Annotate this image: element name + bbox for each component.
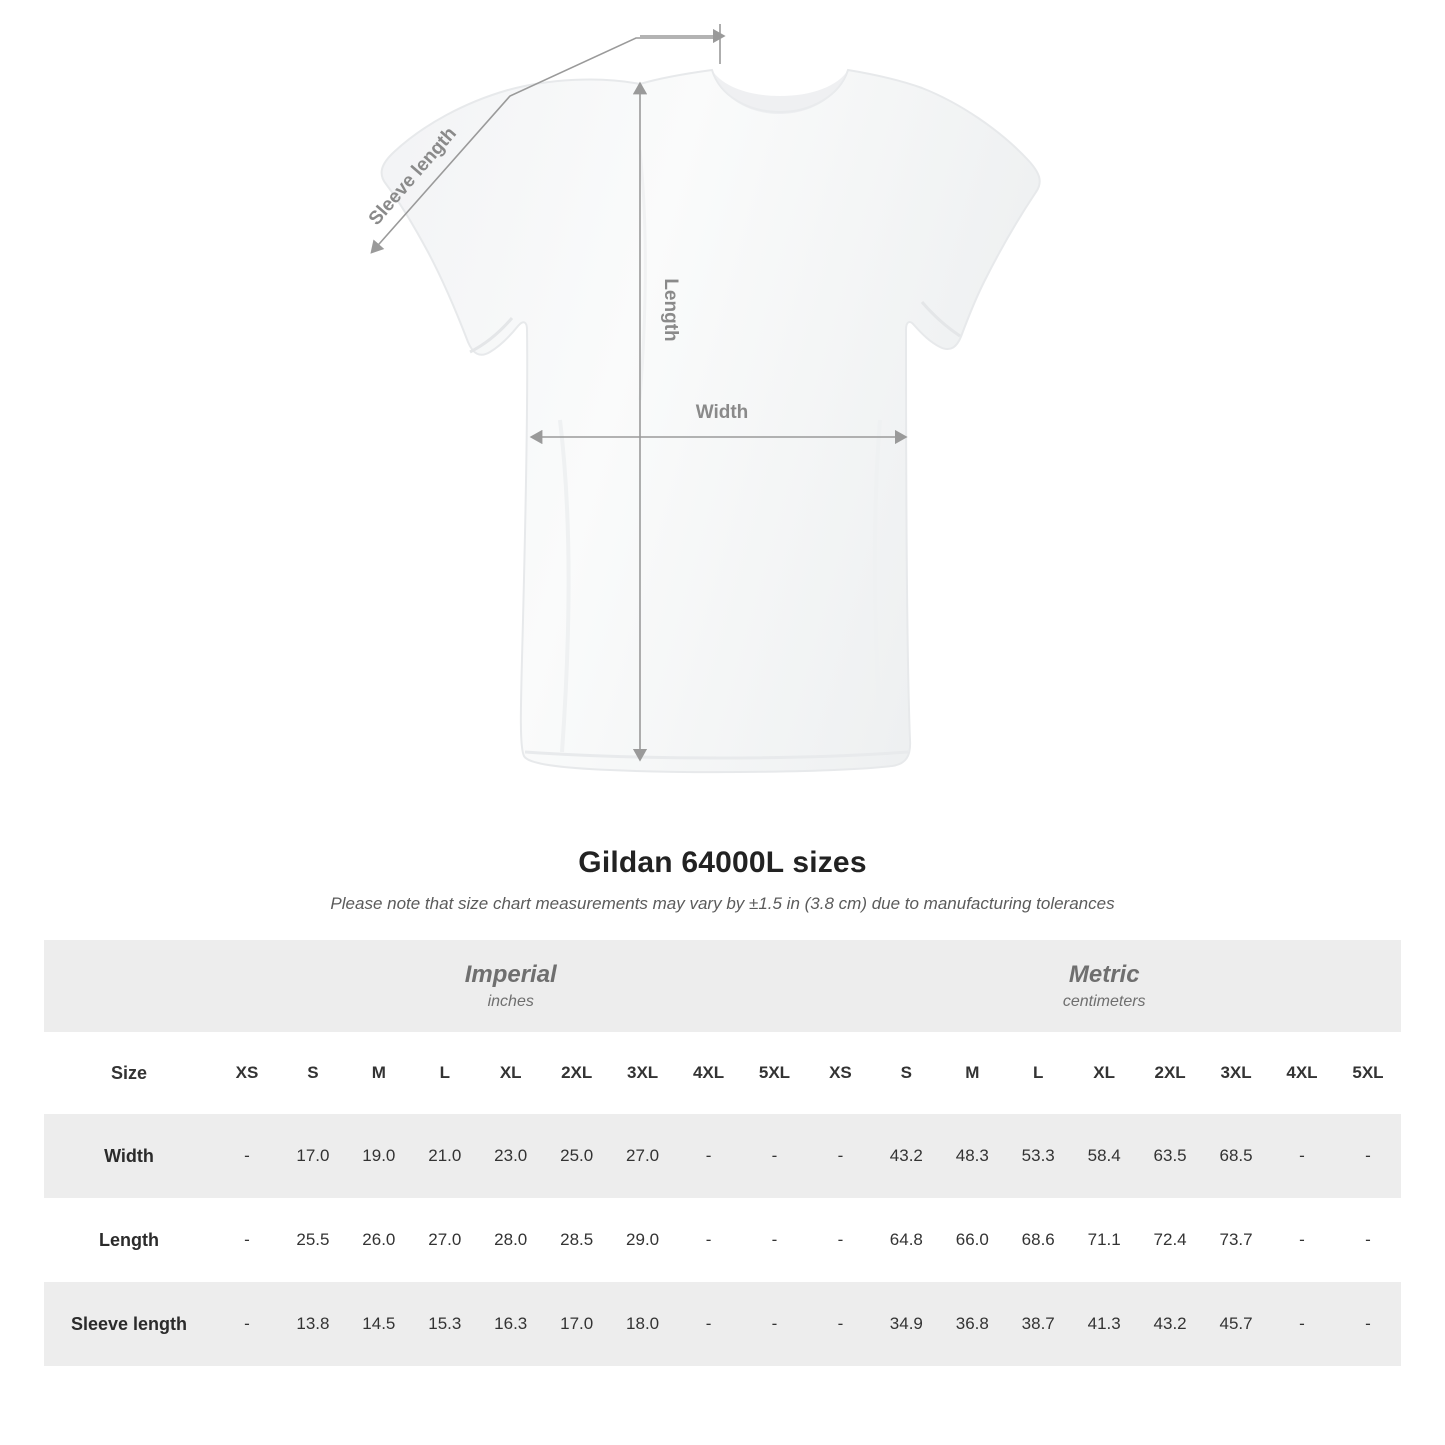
cell-imperial-l: 15.3 [412,1282,478,1366]
cell-imperial-5xl: - [771,1230,778,1249]
size-table-body [44,1114,1401,1366]
column-header-imperial-xl: XL [478,1032,544,1114]
cell-imperial-l: 27.0 [428,1230,462,1249]
cell-imperial-m: 19.0 [346,1114,412,1198]
cell-imperial-m: 26.0 [362,1230,396,1249]
column-header-metric-2xl: 2XL [1137,1032,1203,1114]
metric-unit-cell [807,940,1401,1032]
column-header-imperial-3xl: 3XL [610,1032,676,1114]
cell-imperial-xl: 23.0 [478,1114,544,1198]
cell-metric-xl: 71.1 [1087,1230,1121,1249]
column-header-metric-5xl: 5XL [1335,1032,1401,1114]
cell-metric-xl: 41.3 [1071,1282,1137,1366]
column-header-size: Size [44,1032,214,1114]
column-header-imperial-m: M [346,1032,412,1114]
cell-imperial-xs: - [244,1230,250,1249]
cell-metric-s: 64.8 [889,1230,923,1249]
cell-imperial-3xl: 29.0 [626,1230,660,1249]
column-header-metric-l: L [1005,1032,1071,1114]
table-row [44,1282,1401,1366]
cell-metric-xs: - [807,1282,873,1366]
column-header-metric-4xl: 4XL [1269,1032,1335,1114]
cell-metric-xs: - [807,1114,873,1198]
cell-metric-5xl: - [1365,1230,1371,1249]
sleeve-length-label: Sleeve length [364,123,461,230]
length-label: Length [660,278,681,342]
column-header-imperial-s: S [280,1032,346,1114]
cell-imperial-2xl: 17.0 [544,1282,610,1366]
row-label-width: Width [44,1114,214,1198]
cell-metric-4xl: - [1299,1230,1305,1249]
cell-metric-l: 53.3 [1005,1114,1071,1198]
row-label-sleeve-length: Sleeve length [44,1282,214,1366]
column-header-imperial-2xl: 2XL [544,1032,610,1114]
imperial-sub-label: inches [487,993,534,1011]
chart-header [0,846,1445,914]
cell-metric-xl: 58.4 [1071,1114,1137,1198]
column-header-imperial-4xl: 4XL [676,1032,742,1114]
cell-metric-3xl: 68.5 [1203,1114,1269,1198]
cell-metric-xs: - [837,1230,844,1249]
unit-header-row [44,940,1401,1032]
cell-metric-s: 43.2 [873,1114,939,1198]
cell-imperial-3xl: 27.0 [610,1114,676,1198]
size-header-row [44,1032,1401,1114]
cell-metric-l: 68.6 [1021,1230,1055,1249]
cell-metric-5xl: - [1335,1114,1401,1198]
cell-imperial-4xl: - [676,1114,742,1198]
cell-imperial-s: 17.0 [280,1114,346,1198]
column-header-metric-m: M [939,1032,1005,1114]
cell-imperial-m: 14.5 [346,1282,412,1366]
cell-imperial-s: 13.8 [280,1282,346,1366]
table-row [44,1198,1401,1282]
column-header-metric-s: S [873,1032,939,1114]
cell-imperial-2xl: 28.5 [560,1230,594,1249]
column-header-imperial-l: L [412,1032,478,1114]
metric-sub-label: centimeters [1062,993,1146,1011]
cell-metric-m: 48.3 [939,1114,1005,1198]
row-label-length: Length [99,1229,159,1250]
column-header-imperial-5xl: 5XL [742,1032,808,1114]
unit-row-spacer [44,940,214,1032]
cell-metric-3xl: 45.7 [1203,1282,1269,1366]
column-header-imperial-xs: XS [214,1032,280,1114]
cell-metric-2xl: 63.5 [1137,1114,1203,1198]
cell-metric-l: 38.7 [1005,1282,1071,1366]
cell-metric-3xl: 73.7 [1219,1230,1253,1249]
cell-imperial-5xl: - [742,1114,808,1198]
cell-metric-m: 36.8 [939,1282,1005,1366]
cell-metric-4xl: - [1269,1282,1335,1366]
cell-metric-5xl: - [1335,1282,1401,1366]
cell-imperial-2xl: 25.0 [544,1114,610,1198]
size-chart-table-wrap [44,940,1401,1366]
cell-imperial-5xl: - [742,1282,808,1366]
table-row [44,1114,1401,1198]
column-header-metric-3xl: 3XL [1203,1032,1269,1114]
cell-metric-2xl: 72.4 [1153,1230,1187,1249]
cell-metric-s: 34.9 [873,1282,939,1366]
width-label: Width [695,402,749,423]
cell-imperial-l: 21.0 [412,1114,478,1198]
tolerance-note: Please note that size chart measurements may vary by ±1.5 in (3.8 cm) due to manufacturing tolerances [330,894,1115,913]
cell-imperial-3xl: 18.0 [610,1282,676,1366]
cell-imperial-4xl: - [676,1282,742,1366]
cell-imperial-xs: - [214,1282,280,1366]
cell-metric-m: 66.0 [955,1230,989,1249]
column-header-metric-xs: XS [807,1032,873,1114]
page-title: Gildan 64000L sizes [578,846,867,879]
size-chart-table [44,940,1401,1366]
metric-label: Metric [1068,960,1140,988]
cell-imperial-4xl: - [705,1230,712,1249]
cell-metric-4xl: - [1269,1114,1335,1198]
cell-metric-2xl: 43.2 [1137,1282,1203,1366]
cell-imperial-xs: - [214,1114,280,1198]
column-header-metric-xl: XL [1071,1032,1137,1114]
cell-imperial-xl: 28.0 [494,1230,528,1249]
imperial-unit-cell [214,940,807,1032]
cell-imperial-xl: 16.3 [478,1282,544,1366]
imperial-label: Imperial [464,960,557,988]
cell-imperial-s: 25.5 [296,1230,330,1249]
